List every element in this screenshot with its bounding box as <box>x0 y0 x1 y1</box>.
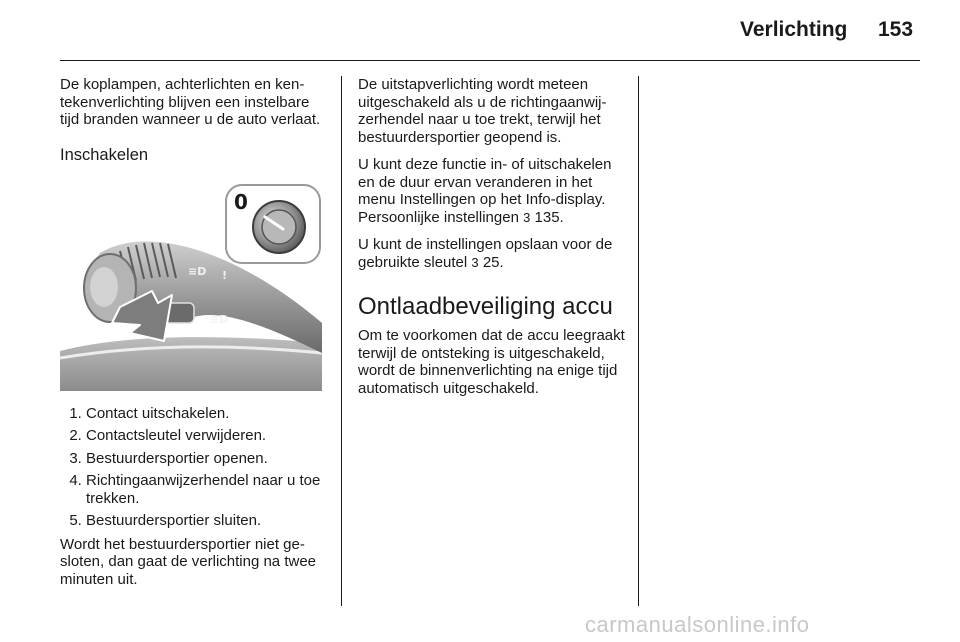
column-divider-left <box>341 76 342 606</box>
section-heading-battery: Ontlaadbeveiliging accu <box>358 293 613 320</box>
page-ref-number: 25. <box>482 253 504 271</box>
column-middle <box>358 76 628 407</box>
settings-text: U kunt deze functie in- of uitschakelen en de duur ervan veranderen in het menu Instellingen op het Info-display. Persoonlijke instellingen <box>358 156 612 226</box>
key-paragraph <box>358 236 628 271</box>
exit-light-paragraph: De uitstapverlichting wordt meteen uitgeschakeld als u de richtingaanwijzerhendel naar u toe trekt, terwijl het bestuurdersportier geopend is. <box>358 76 607 146</box>
list-item: 2. Contactsleutel verwijderen. <box>86 427 330 445</box>
list-item: 1. Contact uitschakelen. <box>86 405 330 423</box>
page-ref-icon: 3 <box>523 209 531 225</box>
header-rule <box>60 60 920 61</box>
subheading-inschakelen: Inschakelen <box>60 145 149 164</box>
key-text: U kunt de instellingen opslaan voor de gebruikte sleutel <box>358 236 613 271</box>
battery-paragraph: Om te voorkomen dat de accu leegraakt terwijl de ontsteking is uitgeschakeld, wordt de binnenverlichting na enige tijd automatisch uitgeschakeld. <box>358 327 625 397</box>
list-item: 5. Bestuurdersportier sluiten. <box>86 512 330 530</box>
page-number: 153 <box>878 18 914 41</box>
column-left <box>60 76 330 598</box>
list-item: 3. Bestuurdersportier openen. <box>86 450 330 468</box>
page-title: Verlichting <box>740 18 848 41</box>
page-ref-icon: 3 <box>471 254 479 270</box>
outro-paragraph: Wordt het bestuurdersportier niet gesloten, dan gaat de verlichting na twee minuten uit. <box>60 535 317 588</box>
intro-paragraph: De koplampen, achterlichten en kentekenverlichting blijven een instelbare tijd branden wanneer u de auto verlaat. <box>60 76 321 128</box>
svg-text:≡D: ≡D <box>188 264 207 278</box>
list-item: 4. Richtingaanwijzerhendel naar u toe trekken. <box>86 472 330 507</box>
watermark: carmanualsonline.info <box>585 612 810 637</box>
column-divider-right <box>638 76 639 606</box>
figure-label: 0 <box>234 189 248 214</box>
steps-list <box>60 405 330 530</box>
page-ref-number: 135. <box>534 208 564 226</box>
svg-text:≡D: ≡D <box>210 312 229 326</box>
settings-paragraph <box>358 156 628 226</box>
stalk-illustration <box>60 183 322 391</box>
svg-text:!: ! <box>222 268 228 282</box>
